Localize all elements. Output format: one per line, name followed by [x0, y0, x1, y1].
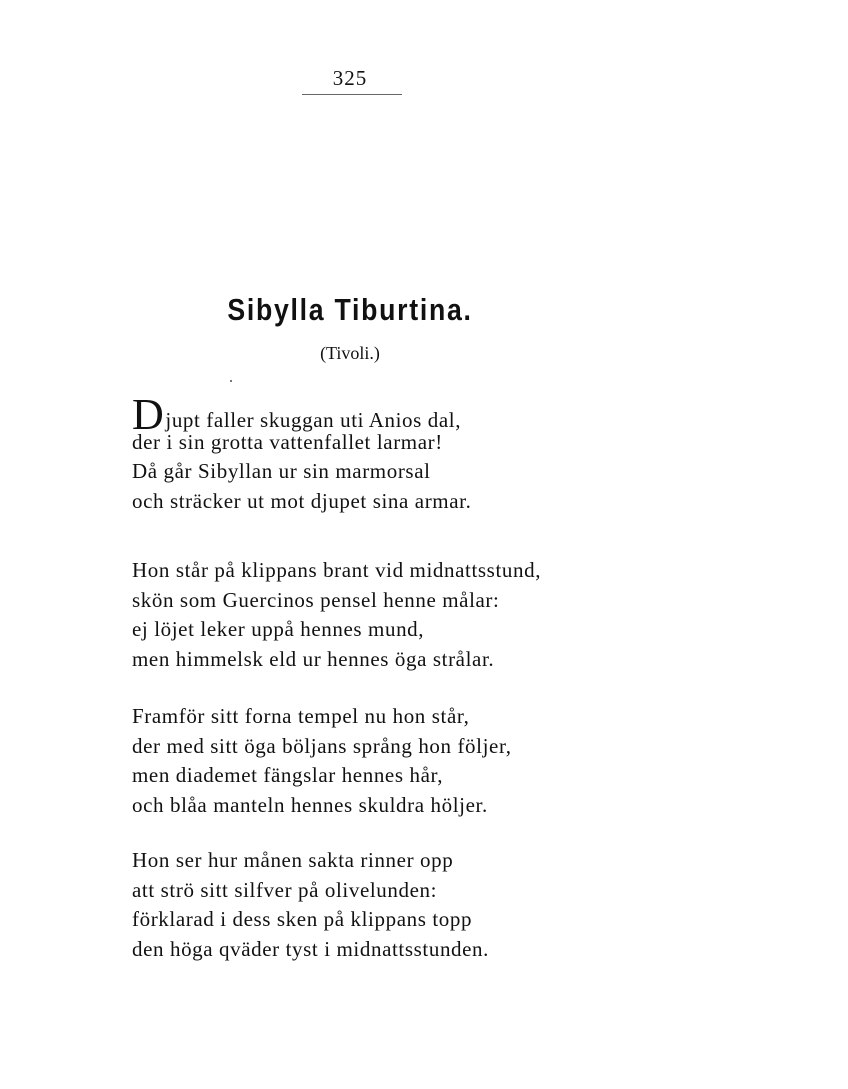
drop-cap: D — [132, 390, 165, 439]
poem-title: Sibylla Tiburtina. — [227, 292, 473, 327]
verse-line: Då går Sibyllan ur sin marmorsal — [132, 459, 431, 483]
verse-line: att strö sitt silfver på olivelunden: — [132, 877, 438, 902]
verse-line: Hon ser hur månen sakta rinner opp — [132, 848, 454, 872]
verse-line: den höga qväder tyst i midnattsstunden. — [132, 936, 490, 961]
verse-line: och blåa manteln hennes skuldra höljer. — [132, 792, 488, 817]
verse-line: men diademet fängslar hennes hår, — [132, 763, 444, 787]
verse-line: Hon står på klippans brant vid midnattsstund, — [132, 558, 542, 582]
verse-line: der med sitt öga böljans språng hon följer, — [132, 733, 512, 758]
verse-line: men himmelsk eld ur hennes öga strålar. — [132, 646, 495, 671]
verse-line-text: jupt faller skuggan uti Anios dal, — [165, 408, 462, 432]
stanza-2 — [132, 556, 592, 674]
verse-line: der i sin grotta vattenfallet larmar! — [132, 429, 443, 454]
ink-speck — [230, 380, 232, 382]
verse-line: och sträcker ut mot djupet sina armar. — [132, 488, 472, 513]
header-rule — [302, 94, 402, 95]
poem-subtitle: (Tivoli.) — [320, 343, 380, 363]
page-number: 325 — [332, 66, 368, 90]
verse-line — [132, 390, 592, 439]
verse-line: skön som Guercinos pensel henne målar: — [132, 587, 500, 612]
verse-line: ej löjet leker uppå hennes mund, — [132, 617, 425, 641]
stanza-1 — [132, 390, 592, 516]
stanza-4 — [132, 846, 592, 964]
verse-line: Framför sitt forna tempel nu hon står, — [132, 704, 470, 728]
verse-line: förklarad i dess sken på klippans topp — [132, 907, 473, 931]
stanza-3 — [132, 702, 592, 820]
